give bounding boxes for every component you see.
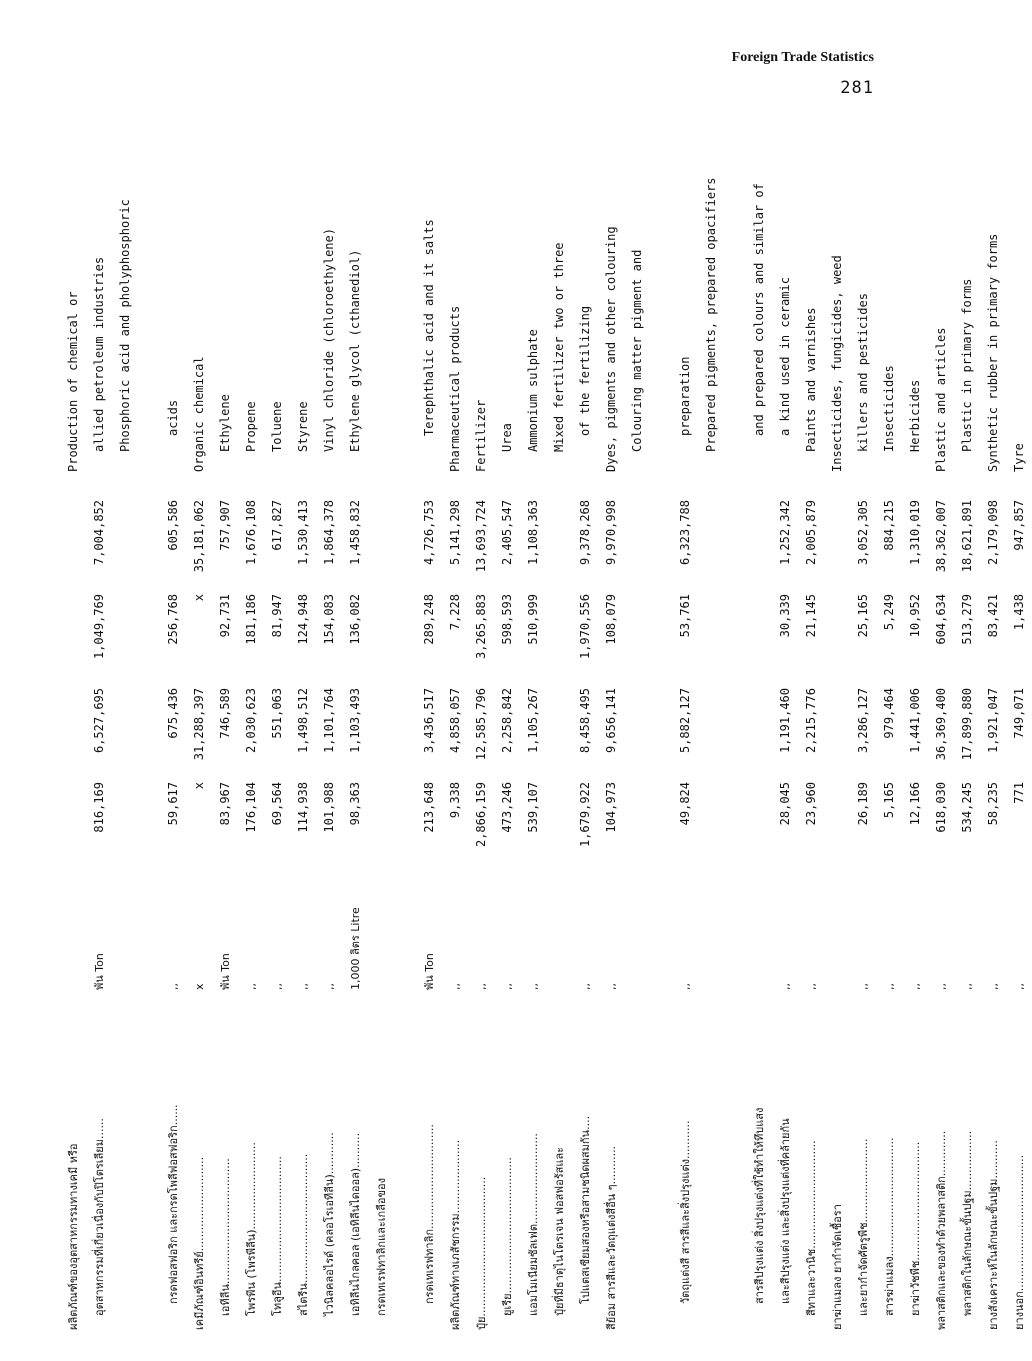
unit-cell: [60, 870, 86, 990]
value-cell: 1,103,493: [348, 688, 362, 754]
value-cell: [546, 494, 572, 588]
english-description-cell: Prepared pigments, prepared opacifiers: [704, 177, 718, 452]
value-cell: 8,458,495: [578, 688, 592, 754]
english-description-cell: Styrene: [296, 401, 310, 452]
value-cell: 5,882,127: [678, 688, 692, 754]
table-row: [416, 112, 442, 1330]
value-cell: 136,082: [348, 594, 362, 645]
value-cell: [60, 494, 86, 588]
value-cell: 3,286,127: [856, 688, 870, 754]
value-cell: 1,441,006: [908, 688, 922, 754]
table-row: [698, 112, 724, 1330]
thai-description-cell: และสีปรุงแต่ง และสิ่งปรุงแต่งที่คล้ายกัน: [779, 1118, 792, 1304]
table-row: [772, 112, 798, 1330]
unit-cell: ,,: [604, 983, 618, 990]
value-cell: 18,621,891: [960, 500, 974, 573]
english-description-cell: Mixed fertilizer two or three: [552, 242, 566, 452]
value-cell: 4,858,057: [448, 688, 462, 754]
thai-description-cell: ยาฆ่าวัชพืช..................................: [909, 1141, 922, 1316]
unit-cell: ,,: [908, 983, 922, 990]
thai-description-cell: โทลูอีน....................................: [271, 1156, 284, 1316]
value-cell: [824, 588, 850, 682]
thai-description-cell: โปแตสเซียมสองหรือสามชนิดผสมกัน....: [579, 1115, 592, 1304]
value-cell: [112, 682, 138, 776]
value-cell: 1,108,363: [526, 500, 540, 566]
value-cell: 2,215,776: [804, 688, 818, 754]
english-description-cell: Pharmaceutical products: [448, 305, 462, 472]
value-cell: [698, 494, 724, 588]
english-description-cell: and prepared colours and similar of: [752, 183, 766, 436]
value-cell: 12,166: [908, 782, 922, 826]
english-description-cell: preparation: [678, 356, 692, 436]
unit-cell: ,,: [448, 983, 462, 990]
table-row: [264, 112, 290, 1330]
unit-cell: x: [192, 983, 206, 990]
thai-description-cell: ผลิตภัณฑ์ของอุตสาหกรรมทางเคมี หรือ: [67, 1143, 80, 1330]
value-cell: 81,947: [270, 594, 284, 638]
value-cell: 5,141,298: [448, 500, 462, 566]
english-description-cell: of the fertilizing: [578, 305, 592, 436]
table-row: [494, 112, 520, 1330]
value-cell: 947,857: [1012, 500, 1026, 551]
value-cell: [824, 776, 850, 870]
table-row: [520, 112, 546, 1330]
value-cell: [624, 776, 650, 870]
value-cell: 1,310,019: [908, 500, 922, 566]
unit-cell: ,,: [934, 983, 948, 990]
value-cell: [60, 588, 86, 682]
value-cell: 124,948: [296, 594, 310, 645]
english-description-cell: Fertilizer: [474, 399, 488, 472]
row-spacer: [138, 112, 160, 1330]
value-cell: [824, 682, 850, 776]
table-row: [980, 112, 1006, 1330]
unit-cell: ,,: [474, 983, 488, 990]
value-cell: 816,169: [92, 782, 106, 833]
value-cell: [60, 682, 86, 776]
row-spacer: [724, 112, 746, 1330]
table-row: [672, 112, 698, 1330]
value-cell: 49,824: [678, 782, 692, 826]
unit-cell: ,,: [500, 983, 514, 990]
english-description-cell: Plastic in primary forms: [960, 278, 974, 452]
unit-cell: ,,: [526, 983, 540, 990]
value-cell: 771: [1012, 782, 1026, 804]
unit-cell: ,,: [960, 983, 974, 990]
value-cell: 1,252,342: [778, 500, 792, 566]
english-description-cell: Terephthalic acid and it salts: [422, 219, 436, 436]
value-cell: [112, 776, 138, 870]
value-cell: 38,362,007: [934, 500, 948, 573]
value-cell: 9,970,998: [604, 500, 618, 566]
value-cell: 605,586: [166, 500, 180, 551]
value-cell: [112, 494, 138, 588]
english-description-cell: Dyes, pigments and other colouring: [604, 226, 618, 472]
thai-description-cell: สีทาและวานิช...............................: [805, 1140, 818, 1316]
thai-description-cell: [112, 990, 138, 1330]
value-cell: [698, 776, 724, 870]
unit-cell: [746, 870, 772, 990]
value-cell: 2,866,159: [474, 782, 488, 848]
value-cell: 101,988: [322, 782, 336, 833]
table-row: [746, 112, 772, 1330]
value-cell: [746, 588, 772, 682]
value-cell: 534,245: [960, 782, 974, 833]
unit-cell: ,,: [244, 983, 258, 990]
value-cell: [60, 776, 86, 870]
value-cell: 23,960: [804, 782, 818, 826]
thai-description-cell: กรดเทเรฟทาลิกและเกลือของ: [375, 1177, 388, 1316]
value-cell: 10,952: [908, 594, 922, 638]
english-description-cell: Toluene: [270, 401, 284, 452]
table-row: [928, 112, 954, 1330]
table-row: [186, 112, 212, 1330]
value-cell: 746,589: [218, 688, 232, 739]
row-spacer: [650, 112, 672, 1330]
table-row: [546, 112, 572, 1330]
value-cell: 2,030,623: [244, 688, 258, 754]
value-cell: 473,246: [500, 782, 514, 833]
table-row: [112, 112, 138, 1330]
value-cell: 181,186: [244, 594, 258, 645]
value-cell: 1,864,378: [322, 500, 336, 566]
value-cell: 1,676,108: [244, 500, 258, 566]
table-row: [572, 112, 598, 1330]
value-cell: 28,045: [778, 782, 792, 826]
unit-cell: [368, 870, 394, 990]
value-cell: 1,101,764: [322, 688, 336, 754]
value-cell: 1,498,512: [296, 688, 310, 754]
english-description-cell: Propene: [244, 401, 258, 452]
value-cell: 69,564: [270, 782, 284, 826]
value-cell: 513,279: [960, 594, 974, 645]
english-description-cell: acids: [166, 399, 180, 436]
thai-description-cell: โพรพีน (โพรพีลีน).........................: [245, 1142, 258, 1316]
value-cell: 104,973: [604, 782, 618, 833]
row-spacer: [394, 112, 416, 1330]
value-cell: 7,228: [448, 594, 462, 631]
thai-description-cell: สไตรีน.....................................: [297, 1153, 310, 1316]
table-row: [598, 112, 624, 1330]
value-cell: 2,258,842: [500, 688, 514, 754]
thai-description-cell: และยากำจัดศัตรูพืช........................: [857, 1138, 870, 1316]
thai-description-cell: ยูเรีย.......................................: [501, 1157, 514, 1316]
unit-cell: ,,: [882, 983, 896, 990]
value-cell: 551,063: [270, 688, 284, 739]
value-cell: 618,030: [934, 782, 948, 833]
unit-cell: 1,000 ลิตร Litre: [349, 907, 362, 990]
value-cell: 979,464: [882, 688, 896, 739]
english-description-cell: Vinyl chloride (chloroethylene): [322, 228, 336, 452]
unit-cell: [698, 870, 724, 990]
unit-cell: พัน Ton: [93, 953, 106, 990]
table-row: [876, 112, 902, 1330]
value-cell: 6,323,788: [678, 500, 692, 566]
english-description-cell: Herbicides: [908, 379, 922, 452]
value-cell: [698, 682, 724, 776]
thai-description-cell: ยางสังเคราะห์ในลักษณะขั้นปฐม...........: [987, 1140, 1000, 1330]
table-row: [238, 112, 264, 1330]
value-cell: 617,827: [270, 500, 284, 551]
value-cell: [698, 588, 724, 682]
running-head: Foreign Trade Statistics: [731, 50, 874, 65]
thai-description-cell: กรดเทเรฟทาลิก..............................: [423, 1124, 436, 1304]
value-cell: [746, 682, 772, 776]
value-cell: 510,999: [526, 594, 540, 645]
value-cell: 289,248: [422, 594, 436, 645]
thai-description-cell: เคมีภัณฑ์อินทรีย์...........................: [193, 1156, 206, 1330]
value-cell: 92,731: [218, 594, 232, 638]
value-cell: [546, 682, 572, 776]
table-row: [824, 112, 850, 1330]
value-cell: 757,907: [218, 500, 232, 551]
value-cell: 17,899,880: [960, 688, 974, 761]
value-cell: 1,049,769: [92, 594, 106, 660]
value-cell: 83,967: [218, 782, 232, 826]
table-row: [798, 112, 824, 1330]
thai-description-cell: พลาสติกและของทำด้วยพลาสติก.............: [935, 1130, 948, 1330]
value-cell: [546, 588, 572, 682]
table-body: [60, 112, 1032, 1330]
table-row: [316, 112, 342, 1330]
unit-cell: ,,: [296, 983, 310, 990]
table-row: [624, 112, 650, 1330]
value-cell: 1,105,267: [526, 688, 540, 754]
value-cell: 3,265,883: [474, 594, 488, 660]
english-description-cell: Organic chemical: [192, 356, 206, 472]
value-cell: [746, 494, 772, 588]
table-row: [160, 112, 186, 1330]
value-cell: 176,104: [244, 782, 258, 833]
unit-cell: ,,: [270, 983, 284, 990]
value-cell: 30,339: [778, 594, 792, 638]
value-cell: 35,181,062: [192, 500, 206, 573]
thai-description-cell: ยาฆ่าแมลง ยากำจัดเชื้อรา: [831, 1204, 844, 1330]
value-cell: 1,530,413: [296, 500, 310, 566]
unit-cell: ,,: [578, 983, 592, 990]
value-cell: 83,421: [986, 594, 1000, 638]
thai-description-cell: สีย้อม สารสีและวัตถุแต่งสีอื่น ๆ...........: [605, 1145, 618, 1330]
value-cell: [368, 588, 394, 682]
value-cell: 3,436,517: [422, 688, 436, 754]
thai-description-cell: วัตถุแต่งสี สารสีและสิ่งปรุงแต่ง...........: [679, 1120, 692, 1304]
value-cell: [824, 494, 850, 588]
unit-cell: พัน Ton: [219, 953, 232, 990]
value-cell: 2,405,547: [500, 500, 514, 566]
thai-description-cell: ผลิตภัณฑ์ทางเภสัชกรรม.....................: [449, 1139, 462, 1330]
value-cell: 31,288,397: [192, 688, 206, 761]
unit-cell: ,,: [778, 983, 792, 990]
value-cell: 675,436: [166, 688, 180, 739]
value-cell: 7,004,852: [92, 500, 106, 566]
unit-cell: [624, 870, 650, 990]
value-cell: 154,083: [322, 594, 336, 645]
value-cell: 9,378,268: [578, 500, 592, 566]
table-row: [212, 112, 238, 1330]
value-cell: 9,338: [448, 782, 462, 819]
thai-description-cell: [698, 990, 724, 1330]
trade-statistics-table: [60, 112, 1032, 1330]
value-cell: [746, 776, 772, 870]
table-row: [442, 112, 468, 1330]
unit-cell: พัน Ton: [423, 953, 436, 990]
value-cell: x: [192, 782, 206, 790]
english-description-cell: Synthetic rubber in primary forms: [986, 233, 1000, 472]
table-row: [342, 112, 368, 1330]
table-row: [368, 112, 394, 1330]
value-cell: 2,179,098: [986, 500, 1000, 566]
unit-cell: ,,: [678, 983, 692, 990]
value-cell: [368, 682, 394, 776]
value-cell: 1,970,556: [578, 594, 592, 660]
english-description-cell: Ethylene: [218, 394, 232, 452]
table-row: [86, 112, 112, 1330]
thai-description-cell: ยางนอก.......................................: [1013, 1154, 1026, 1330]
thai-description-cell: เอทิลีนไกลคอล (เอทิลีนไดออล)..........: [349, 1132, 362, 1316]
value-cell: 256,768: [166, 594, 180, 645]
value-cell: 1,191,460: [778, 688, 792, 754]
unit-cell: ,,: [1012, 983, 1026, 990]
table-row: [290, 112, 316, 1330]
english-description-cell: Phosphoric acid and pholyphosphoric: [118, 199, 132, 452]
english-description-cell: Colouring matter pigment and: [630, 249, 644, 452]
table-row: [468, 112, 494, 1330]
value-cell: 598,593: [500, 594, 514, 645]
thai-description-cell: ไวนิลคลอไรด์ (คลอโรเอทีลีน)............: [323, 1132, 336, 1316]
value-cell: 9,656,141: [604, 688, 618, 754]
thai-description-cell: สารฆ่าแมลง..................................: [883, 1137, 896, 1316]
english-description-cell: [368, 112, 394, 494]
unit-cell: ,,: [986, 983, 1000, 990]
value-cell: 26,189: [856, 782, 870, 826]
value-cell: 3,052,305: [856, 500, 870, 566]
english-description-cell: Tyre: [1012, 443, 1026, 472]
unit-cell: ,,: [166, 983, 180, 990]
value-cell: x: [192, 594, 206, 602]
value-cell: 114,938: [296, 782, 310, 833]
unit-cell: ,,: [856, 983, 870, 990]
thai-description-cell: อุตสาหกรรมที่เกี่ยวเนื่องกับปิโตรเลียม......: [93, 1118, 106, 1316]
thai-description-cell: ปุ๋ย........................................: [475, 1176, 488, 1330]
table-row: [60, 112, 86, 1330]
value-cell: [368, 776, 394, 870]
english-description-cell: Paints and varnishes: [804, 307, 818, 452]
value-cell: 59,617: [166, 782, 180, 826]
english-description-cell: Plastic and articles: [934, 327, 948, 472]
value-cell: 21,145: [804, 594, 818, 638]
english-description-cell: Insecticides: [882, 365, 896, 452]
value-cell: 5,249: [882, 594, 896, 631]
value-cell: [624, 682, 650, 776]
value-cell: 213,648: [422, 782, 436, 833]
value-cell: 4,726,753: [422, 500, 436, 566]
english-description-cell: allied petroleum industries: [92, 256, 106, 452]
thai-description-cell: พลาสติกในลักษณะขั้นปฐม.................: [961, 1130, 974, 1316]
value-cell: 36,369,400: [934, 688, 948, 761]
value-cell: 5,165: [882, 782, 896, 819]
value-cell: 98,363: [348, 782, 362, 826]
unit-cell: [112, 870, 138, 990]
english-description-cell: Insecticides, fungicides, weed: [830, 255, 844, 472]
value-cell: 25,165: [856, 594, 870, 638]
english-description-cell: Production of chemical or: [66, 291, 80, 472]
rotated-table-container: [60, 130, 1026, 1330]
thai-description-cell: กรดฟอสฟอริก และกรดโพลีฟอสฟอริก......: [167, 1104, 180, 1304]
table-row: [1006, 112, 1032, 1330]
value-cell: 2,005,879: [804, 500, 818, 566]
value-cell: 1,458,832: [348, 500, 362, 566]
thai-description-cell: ปุ๋ยที่มีธาตุไนโตรเจน ฟอสฟอรัสและ: [553, 1146, 566, 1316]
unit-cell: ,,: [322, 983, 336, 990]
value-cell: 1,921,047: [986, 688, 1000, 754]
value-cell: [546, 776, 572, 870]
table-row: [902, 112, 928, 1330]
page-number: 281: [840, 78, 874, 98]
value-cell: 884,215: [882, 500, 896, 551]
english-description-cell: killers and pesticides: [856, 293, 870, 452]
thai-description-cell: เอทีลีน....................................: [219, 1158, 232, 1316]
thai-description-cell: แอมโมเนียมซัลเฟต..........................: [527, 1133, 540, 1316]
value-cell: [368, 494, 394, 588]
value-cell: [624, 588, 650, 682]
table-row: [954, 112, 980, 1330]
unit-cell: [824, 870, 850, 990]
value-cell: 108,079: [604, 594, 618, 645]
unit-cell: ,,: [804, 983, 818, 990]
thai-description-cell: [624, 990, 650, 1330]
value-cell: 53,761: [678, 594, 692, 638]
value-cell: 13,693,724: [474, 500, 488, 573]
english-description-cell: Urea: [500, 423, 514, 452]
english-description-cell: a kind used in ceramic: [778, 277, 792, 436]
value-cell: 6,527,695: [92, 688, 106, 754]
table-row: [850, 112, 876, 1330]
english-description-cell: Ethylene glycol (cthanediol): [348, 249, 362, 452]
value-cell: [112, 588, 138, 682]
value-cell: 1,438: [1012, 594, 1026, 631]
value-cell: 604,634: [934, 594, 948, 645]
value-cell: 12,585,796: [474, 688, 488, 761]
value-cell: 1,679,922: [578, 782, 592, 848]
english-description-cell: Ammonium sulphate: [526, 329, 540, 452]
value-cell: 749,071: [1012, 688, 1026, 739]
unit-cell: [546, 870, 572, 990]
value-cell: 539,107: [526, 782, 540, 833]
thai-description-cell: สารสีปรุงแต่ง สิ่งปรุงแต่งที่ใช้ทำให้ทึบแสง: [753, 1107, 766, 1304]
value-cell: 58,235: [986, 782, 1000, 826]
value-cell: [624, 494, 650, 588]
